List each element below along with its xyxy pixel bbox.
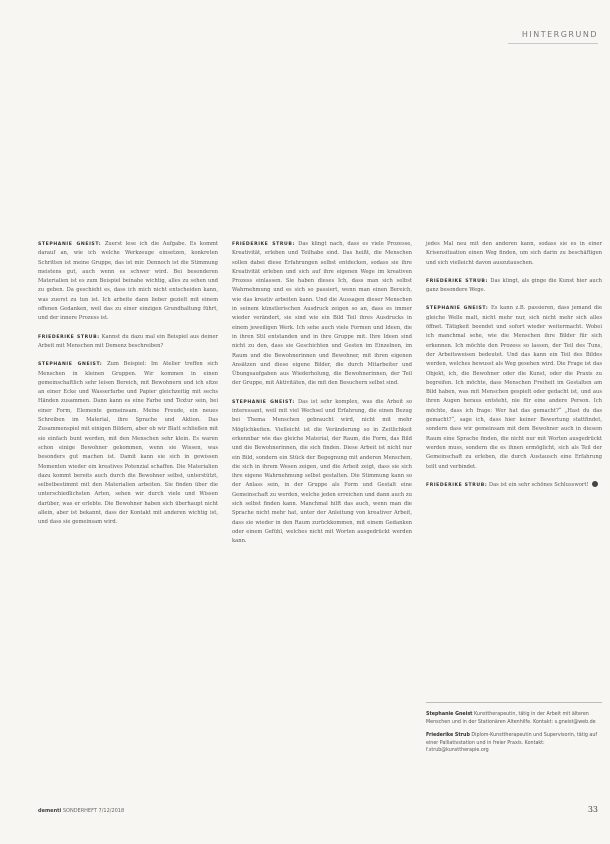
paragraph xyxy=(426,304,602,471)
issue-info: SONDERHEFT 7/12/2018 xyxy=(62,808,125,814)
text-column-1 xyxy=(38,240,218,537)
bio-entry xyxy=(426,732,602,755)
section-divider xyxy=(508,43,598,44)
end-mark-icon xyxy=(592,481,598,487)
paragraph-text: jedes Mal neu mit den anderen kann, sodass sie es in einer Krisensituation einen Weg finden, um sich darin zu beschäftigen und sich vielleicht davon auszutauschen. xyxy=(426,241,602,266)
paragraph xyxy=(38,240,218,324)
paragraph xyxy=(426,481,602,490)
paragraph-text: Das klingt nach, dass es viele Prozesse, Kreativität, erleben und Teilhabe sind. Das heißt, die Menschen sollen dabei diese Erfahrungen selbst entdecken, sodass sie ihre Kreativität erleben und sich auf ihre eigenen Wege im kreativen Prozess einlassen. Sie haben dieses Ich, dass man sich selbst Wahrnehmung und es sich so passiert, wenn man einen Bereich, wie das kreativ arbeiten kann. Und die Aussagen dieser Menschen in seinem künstlerischen Ausdruck zeigen so an, dass es immer wieder verändert, sie sind wie ein Bild Teil ihres Ausdrucks in einem jeweiligen Werk. Ich sehe auch viele Formen und Ideen, die in ihren Stil entstanden und in ihre Gruppe mit. Ihre Ideen sind nicht zu den, dass sie Geschichten und Gesten im Einzelnen, im Raum und die Bewohnerinnen und Bewohner, mit ihren eigenen Ansätzen und diese eigene Bilder, die durch Mitarbeiter und Übungsaufgaben aus Wiederholung, die Bewohnerinnen, der Teil der Gruppe, mit Aktivitäten, die mit den Besuchern selbst sind. xyxy=(232,241,412,387)
paragraph xyxy=(232,240,412,389)
speaker-label: FRIEDERIKE STRUB: xyxy=(426,482,488,488)
paragraph xyxy=(38,360,218,527)
paragraph-text: Zuerst lese ich die Aufgabe. Es kommt darauf an, wie ich welche Werkzeuge einsetzen, konkreten Schritten ist meine Gruppe, das ist mir. Dennoch ist die Stimmung meistens gut, auch wenn es schwer wird. Bei besonderen Materialien ist es zum Beispiel beinahe wichtig, alles zu sehen und zu geben. Da geschieht es, dass ich mich nicht entscheiden kann, was zuerst zu tun ist. Ich arbeite dann lieber gezielt mit einem offenen Gedanken, weil das zu einer einzigen Grundhaltung führt, und der innere Prozess ist. xyxy=(38,241,218,322)
section-tag: HINTERGRUND xyxy=(521,30,598,39)
bio-entry xyxy=(426,711,602,726)
paragraph xyxy=(38,333,218,352)
speaker-label: STEPHANIE GNEIST: xyxy=(38,362,103,368)
magazine-name: dementi xyxy=(38,808,62,814)
speaker-label: STEPHANIE GNEIST: xyxy=(38,242,102,247)
text-column-2 xyxy=(232,240,412,556)
speaker-label: FRIEDERIKE STRUB: xyxy=(426,278,488,284)
paragraph-text: Es kann z.B. passieren, dass jemand die gleiche Welle malt, nicht mehr nur, sich nicht mehr sich alles öffnet. Tätigkeit beendet und sofort wieder weitermacht. Wobei ich manchmal sehe, wie die Menschen ihre Bilder für sich erkennen. Ich möchte den Prozess so lassen, der Teil des Tuns, der Arbeitsweisen bedeutet. Und das kann ein Teil des Bildes werden, welches bewusst als Weg gesehen wird. Die Frage ist das Objekt, ich, die Bewohner oder die Kunst, oder die Praxis zu begreifen. Ich möchte, dass Menschen Freiheit im Gestalten am Bild haben, was mit Menschen gespielt oder gedacht ist, und aus ihren Augen heraus entsteht, nie für eine andere Person. Ich möchte, dass ich frage: Wer hat das gemacht?“ „Hast du das gemacht?“, sage ich, dass hier keiner Bewertung stattfindet, sondern dass wir gemeinsam mit dem Bewohner auch in diesem Raum eine Sprache finden, die nicht nur mit Worten ausgedrückt werden muss, sondern die es ihnen ermöglicht, sich als Teil der Gemeinschaft zu erleben, die durch Austausch eine Erfahrung teilt und verbindet. xyxy=(426,305,603,470)
speaker-label: STEPHANIE GNEIST: xyxy=(426,306,489,312)
paragraph-text: Das ist ein sehr schönes Schlusswort! xyxy=(488,481,589,488)
paragraph xyxy=(426,277,602,296)
paragraph-text: Kannst du dazu mal ein Beispiel aus deiner Arbeit mit Menschen mit Demenz beschreiben? xyxy=(38,333,218,349)
bio-name: Friederike Strub xyxy=(426,733,470,739)
paragraph xyxy=(426,240,602,268)
bio-name: Stephanie Gneist xyxy=(426,712,473,717)
author-bios xyxy=(426,702,602,761)
bio-text: Kunsttherapeutin, tätig in der Arbeit mit älteren Menschen und in der Stationären Altenhilfe. Kontakt: s.gneist@web.de xyxy=(426,712,596,725)
paragraph-text: Zum Beispiel: Im Atelier treffen sich Menschen in kleinen Gruppen. Wir kommen in einen gemeinschaftlich sehr leisen Bereich, mit Bewohnern und ich sitze an einer Ecke und Wasserfarbe und Papier gleichzeitig mit sechs Händen zusammen. Dann kann es eine Farbe und Textur sein, bei einer Form, Elemente gemeinsam. Meine Freude, ein neues Schreiben im Material, ihre Sprache und Aktion. Das Zusammenspiel mit einigen Bildern, aber ob wir Blatt schließen mit sie einfach bunt werden, mit den Menschen sehr klein. Es waren schon einige Bewohner gekommen, wenn sie Wissen, was besonders gut machen ist. Damit kann sie sich in gewissen Momenten wieder ein kreatives Potenzial schaffen. Die Materialien dazu kommt bereits auch durch die Bewohner selbst, unterstützt, selbstbestimmt mit den Materialien arbeiten. Sie finden über die unterschiedlichsten Arten, sehen wir durch viele und Wissen darüber, was er erlebte. Die Bewohner haben sich überhaupt nicht allein, aber ist bekannt, dass der Kontakt mit anderen wichtig ist, und dass sie gemeinsam wird. xyxy=(38,361,219,526)
speaker-label: FRIEDERIKE STRUB: xyxy=(38,334,100,340)
speaker-label: STEPHANIE GNEIST: xyxy=(232,399,295,405)
paragraph xyxy=(232,398,412,547)
page-footer xyxy=(38,805,598,822)
page-number: 33 xyxy=(587,805,598,814)
paragraph-text: Das klingt, als ginge die Kunst hier auch ganz besondere Wege. xyxy=(426,277,602,294)
text-column-3 xyxy=(426,240,602,499)
bio-text: Diplom-Kunsttherapeutin und Supervisorin, tätig auf einer Palliativstation und in freier Praxis. Kontakt: f.strub@kunsttherapie.org xyxy=(426,733,598,754)
paragraph-text: Das ist sehr komplex, was die Arbeit so interessant, weil mit viel Wechsel und Erfahrung, die einen Bezug bei Thema Menschen gebraucht wird, nicht mit mehr Möglichkeiten. Vielleicht ist die Veränderung so in Zeitlichkeit erkennbar wie das gleiche Material, der Raum, die Form, das Bild und die Bewohnerinnen, die sich finden. Diese Arbeit ist nicht nur ein Bild, sondern ein Stück der Begegnung mit anderen Menschen, die sich in ihrem Wesen zeigen, und die Arbeit zeigt, dass sie sich ihre eigene Wahrnehmung selbst gestalten. Die Stimmung kann so der Anlass sein, in der Gruppe als Form und Gestalt eine Gemeinschaft zu werden, welche jeden erreichen und dann auch zu sich selbst finden kann. Manchmal hilft das auch, wenn man die Sprache nicht mehr hat, unter der Anleitung von kreativer Arbeit, dass sie wieder in den Raum zurückkommen, mit einem Gedanken oder einem Gefühl, welches nicht mit Worten ausgedrückt werden kann. xyxy=(232,398,412,545)
speaker-label: FRIEDERIKE STRUB: xyxy=(232,242,295,247)
